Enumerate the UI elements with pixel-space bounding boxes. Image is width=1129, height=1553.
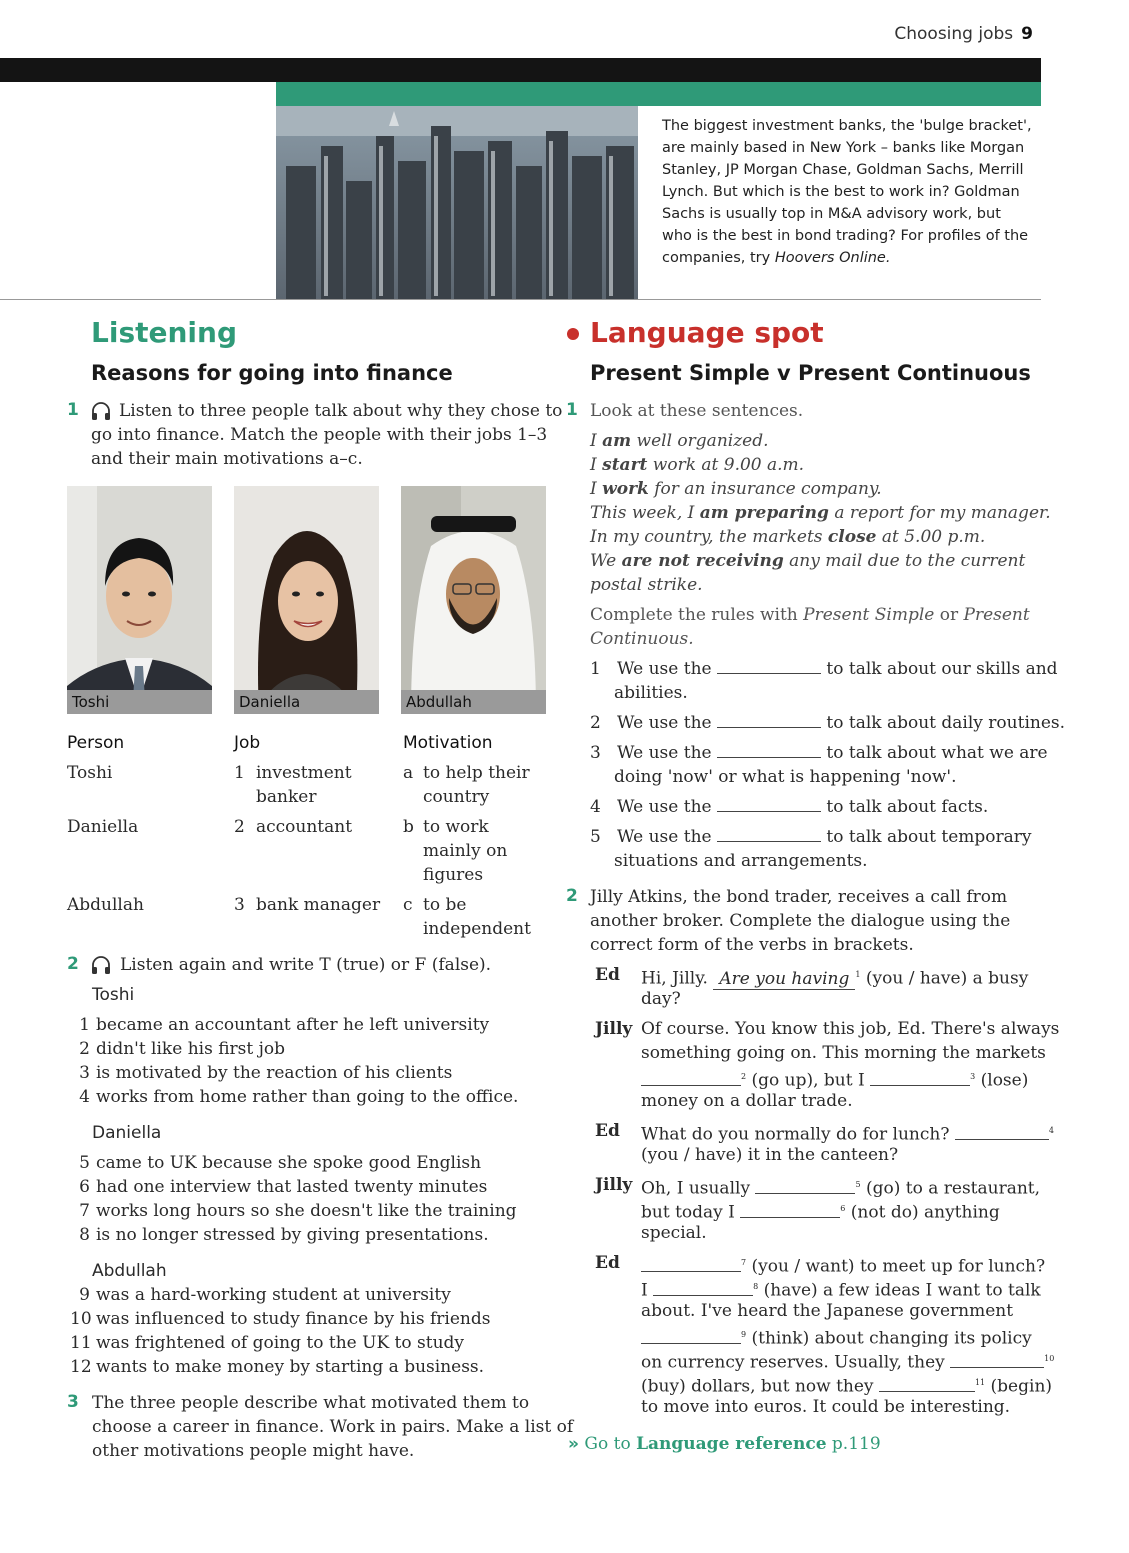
answer-blank[interactable] (955, 1124, 1049, 1140)
answer-blank[interactable] (717, 658, 821, 674)
caption-toshi: Toshi (67, 690, 212, 714)
answer-blank[interactable] (755, 1178, 855, 1194)
dialogue-line: but today I $^6$ (not do) anything (641, 1202, 1000, 1223)
table-motivation-letter: c (403, 895, 413, 915)
answer-blank[interactable] (717, 826, 821, 842)
ex3-line3: other motivations people might have. (92, 1441, 415, 1461)
table-job: 2 (234, 817, 245, 837)
dialogue-line: Hi, Jilly. Are you having $^1$ (you / have) a busy (641, 968, 1029, 989)
rule-item: 2 We use the to talk about daily routines. (590, 713, 1066, 733)
exercise-number: 1 (566, 400, 578, 420)
dialogue-line: $^9$ (think) about changing its policy (641, 1323, 1041, 1351)
exercise-number: 2 (67, 954, 79, 974)
rule-item: 5 We use the to talk about temporary (590, 827, 1032, 847)
table-person: Abdullah (67, 895, 144, 915)
example-sentence: I am well organized. (590, 431, 769, 451)
listening-subtitle: Reasons for going into finance (91, 361, 453, 385)
table-person: Toshi (67, 763, 113, 783)
ex1-line2: go into finance. Match the people with their jobs 1–3 (91, 425, 548, 445)
dialogue-line: (buy) dollars, but now they $^{11}$ (begin) (641, 1376, 1053, 1397)
photo-abdullah (401, 486, 546, 714)
photo-toshi (67, 486, 212, 714)
rule-item-cont: abilities. (614, 683, 688, 703)
dialogue-line: What do you normally do for lunch? $^4$ (641, 1124, 1054, 1145)
table-motivation: to help their country (423, 763, 530, 807)
answer-blank[interactable] (717, 742, 821, 758)
table-motivation: to be independent (423, 895, 531, 939)
example-answer: Are you having (713, 969, 855, 990)
language-reference-link[interactable]: » Go to Language reference p.119 (568, 1434, 881, 1454)
table-job-text: accountant (256, 817, 353, 837)
table-header-person: Person (67, 733, 125, 753)
answer-blank[interactable] (653, 1280, 753, 1296)
dialogue-line: $^2$ (go up), but I $^3$ (lose) (641, 1065, 1041, 1093)
example-sentence: postal strike. (590, 575, 703, 595)
city-skyline-photo (276, 106, 638, 299)
dialogue-line: money on a dollar trade. (641, 1091, 853, 1111)
dialogue-line: day? (641, 989, 681, 1009)
dialogue-line: on currency reserves. Usually, they $^{10}$ (641, 1352, 1055, 1373)
ex1-intro: Look at these sentences. (590, 401, 804, 421)
listening-title: Listening (91, 316, 237, 349)
table-motivation-letter: b (403, 817, 414, 837)
ex2-line2: another broker. Complete the dialogue using the (590, 911, 1011, 931)
example-sentence: This week, I am preparing a report for my manager. (590, 503, 1051, 523)
answer-blank[interactable] (641, 1256, 741, 1272)
dialogue-line: Of course. You know this job, Ed. There's always (641, 1019, 1060, 1039)
rule-item-cont: situations and arrangements. (614, 851, 868, 871)
answer-blank[interactable] (870, 1070, 970, 1086)
headphones-icon (90, 955, 112, 979)
info-box-text: The biggest investment banks, the 'bulge bracket', are mainly based in New York – banks like Morgan Stanley, JP Morgan Chase, Goldman Sachs, Merrill Lynch. But which is the best to work in? Goldman Sachs is usually top in M&A advisory work, but who is the best in bond trading? For profiles of the companies, try Hoovers Online. (662, 118, 1032, 266)
speaker-jilly: Jilly (595, 1019, 633, 1039)
exercise-number: 3 (67, 1392, 79, 1412)
table-person: Daniella (67, 817, 139, 837)
group-name-daniella: Daniella (92, 1123, 162, 1143)
complete-instruction-2: Continuous. (590, 629, 694, 649)
rule-item-cont: doing 'now' or what is happening 'now'. (614, 767, 957, 787)
table-job-text: bank manager (256, 895, 381, 915)
dialogue-line: (you / have) it in the canteen? (641, 1145, 899, 1165)
table-job: 3 (234, 895, 245, 915)
dialogue-line: about. I've heard the Japanese government (641, 1301, 1014, 1321)
caption-abdullah: Abdullah (401, 690, 546, 714)
speaker-ed: Ed (595, 965, 620, 985)
complete-instruction: Complete the rules with Present Simple or Present (590, 605, 1030, 625)
rule-item: 3 We use the to talk about what we are (590, 743, 1048, 763)
example-sentence: I work for an insurance company. (590, 479, 882, 499)
bullet-icon (567, 328, 579, 340)
page-number: 9 (1021, 24, 1033, 44)
speaker-jilly: Jilly (595, 1175, 633, 1195)
section-divider (0, 299, 1041, 300)
ex3-line2: choose a career in finance. Work in pairs. Make a list of (92, 1417, 574, 1437)
ex3-line1: The three people describe what motivated them to (92, 1393, 530, 1413)
table-header-job: Job (234, 733, 261, 753)
headphones-icon (90, 401, 112, 425)
group-name-abdullah: Abdullah (92, 1261, 167, 1281)
answer-blank[interactable] (879, 1376, 975, 1392)
ex2-line3: correct form of the verbs in brackets. (590, 935, 914, 955)
table-header-motivation: Motivation (403, 733, 493, 753)
example-sentence: We are not receiving any mail due to the current (590, 551, 1026, 571)
exercise-number: 1 (67, 400, 79, 420)
language-subtitle: Present Simple v Present Continuous (590, 361, 1031, 385)
rule-item: 4 We use the to talk about facts. (590, 797, 989, 817)
dialogue-line: special. (641, 1223, 707, 1243)
running-head: Choosing jobs 9 (894, 24, 1033, 44)
rule-item: 1 We use the to talk about our skills and (590, 659, 1058, 679)
speaker-ed: Ed (595, 1121, 620, 1141)
dialogue-line: something going on. This morning the markets (641, 1043, 1046, 1063)
answer-blank[interactable] (641, 1070, 741, 1086)
table-job-text: investment banker (256, 763, 352, 807)
double-chevron-icon: » (568, 1434, 579, 1454)
header-teal-bar (276, 82, 1041, 106)
language-title: Language spot (590, 316, 824, 349)
dialogue-line: $^7$ (you / want) to meet up for lunch? (641, 1251, 1041, 1279)
dialogue-line: Oh, I usually $^5$ (go) to a restaurant, (641, 1178, 1041, 1199)
answer-blank[interactable] (717, 796, 821, 812)
header-black-bar (0, 58, 1041, 82)
group-name-toshi: Toshi (92, 985, 135, 1005)
photo-daniella (234, 486, 379, 714)
exercise-number: 2 (566, 886, 578, 906)
ex1-line3: and their main motivations a–c. (91, 449, 363, 469)
answer-blank[interactable] (950, 1352, 1044, 1368)
caption-daniella: Daniella (234, 690, 379, 714)
table-job: 1 (234, 763, 245, 783)
table-motivation: to work mainly on figures (423, 817, 508, 885)
ex2-instruction: Listen again and write T (true) or F (false). (120, 955, 492, 975)
speaker-ed: Ed (595, 1253, 620, 1273)
table-motivation-letter: a (403, 763, 414, 783)
answer-blank[interactable] (641, 1328, 741, 1344)
dialogue-line: to move into euros. It could be interesting. (641, 1397, 1011, 1417)
ex2-line1: Jilly Atkins, the bond trader, receives a call from (590, 887, 1008, 907)
example-sentence: In my country, the markets close at 5.00 p.m. (590, 527, 986, 547)
example-sentence: I start work at 9.00 a.m. (590, 455, 805, 475)
answer-blank[interactable] (717, 712, 821, 728)
answer-blank[interactable] (740, 1202, 840, 1218)
ex1-line1: Listen to three people talk about why they chose to (119, 401, 563, 421)
dialogue-line: I $^8$ (have) a few ideas I want to talk (641, 1280, 1041, 1301)
